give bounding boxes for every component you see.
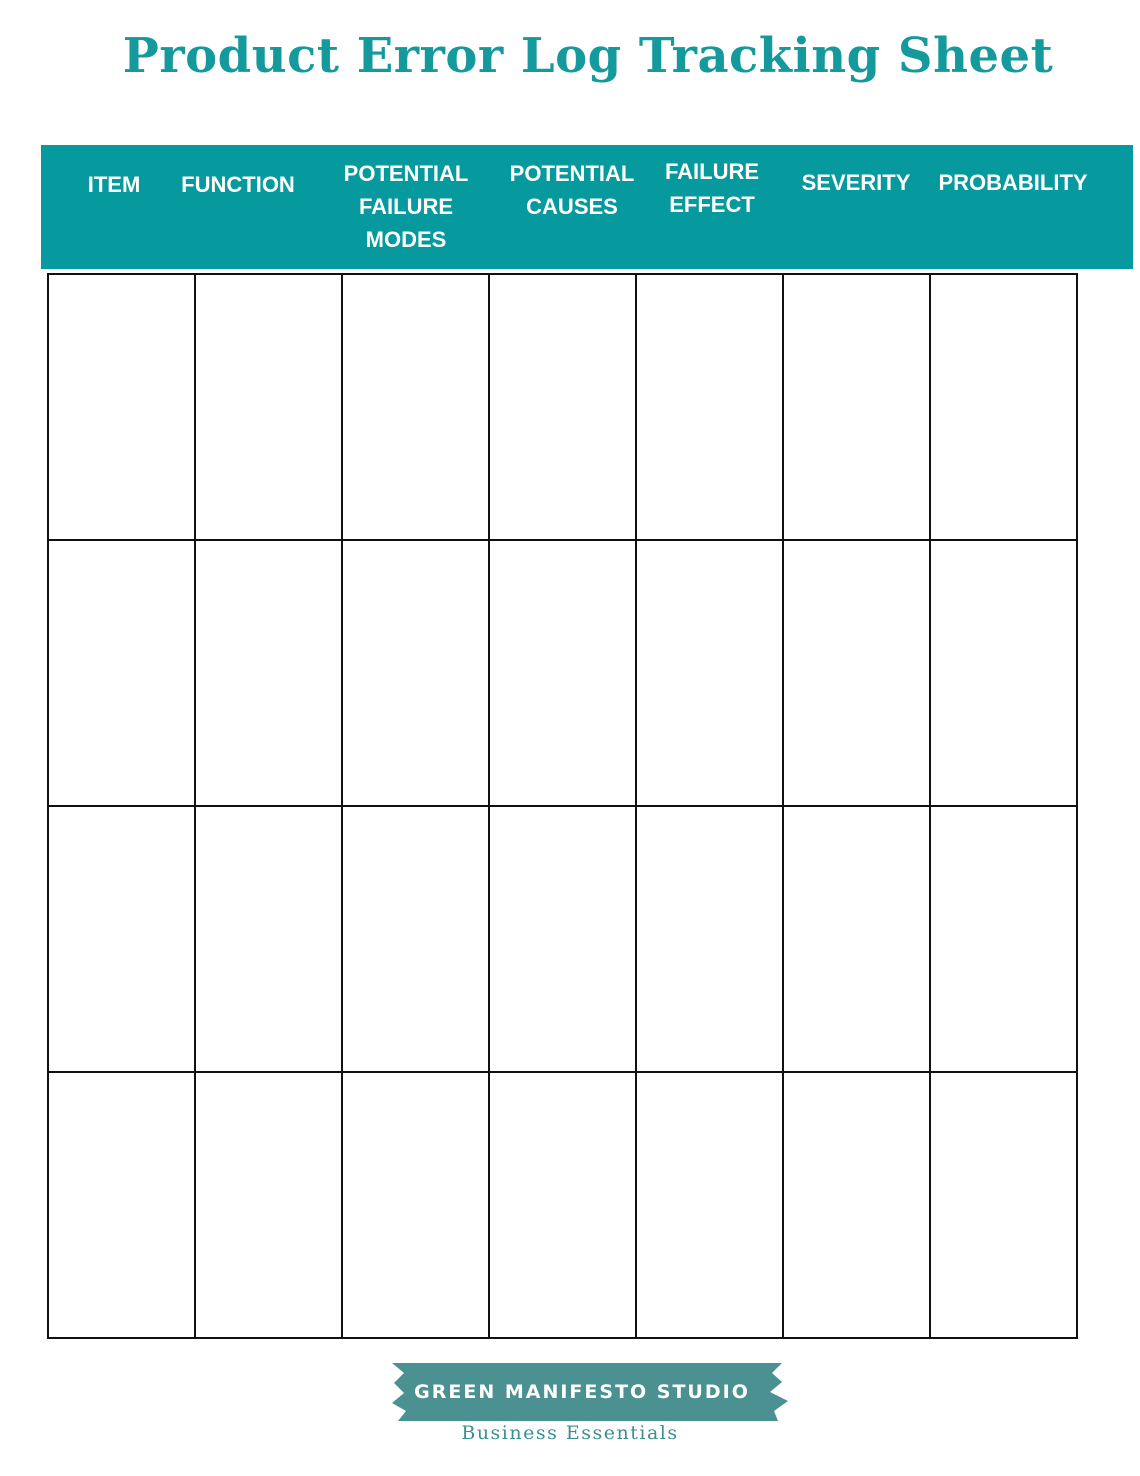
table-cell[interactable]: [489, 1072, 636, 1338]
table-cell[interactable]: [930, 806, 1077, 1072]
table-cell[interactable]: [636, 1072, 783, 1338]
studio-tagline: Business Essentials: [461, 1422, 679, 1444]
table-cell[interactable]: [48, 806, 195, 1072]
header-severity: SEVERITY: [801, 170, 911, 195]
table-cell[interactable]: [489, 274, 636, 540]
table-cell[interactable]: [636, 274, 783, 540]
table-cell[interactable]: [489, 806, 636, 1072]
table-cell[interactable]: [783, 274, 930, 540]
table-cell[interactable]: [195, 1072, 342, 1338]
header-function: FUNCTION: [181, 172, 295, 197]
table-cell[interactable]: [783, 806, 930, 1072]
table-cell[interactable]: [195, 806, 342, 1072]
table-cell[interactable]: [930, 540, 1077, 806]
header-failure-effect: FAILURE EFFECT: [664, 159, 760, 217]
header-potential-failure-modes: POTENTIAL FAILURE MODES: [343, 161, 469, 252]
table-cell[interactable]: [930, 274, 1077, 540]
page-title: Product Error Log Tracking Sheet: [122, 28, 1054, 84]
table-cell[interactable]: [342, 1072, 489, 1338]
header-item: ITEM: [87, 172, 141, 197]
table-row: [48, 540, 1077, 806]
table-cell[interactable]: [342, 540, 489, 806]
error-log-table: [47, 273, 1078, 1339]
table-row: [48, 1072, 1077, 1338]
table-cell[interactable]: [342, 274, 489, 540]
studio-banner: [392, 1363, 788, 1421]
table-cell[interactable]: [489, 540, 636, 806]
table-cell[interactable]: [342, 806, 489, 1072]
table-cell[interactable]: [195, 274, 342, 540]
table-cell[interactable]: [636, 806, 783, 1072]
table-cell[interactable]: [930, 1072, 1077, 1338]
table-row: [48, 806, 1077, 1072]
table-cell[interactable]: [636, 540, 783, 806]
studio-name: GREEN MANIFESTO STUDIO: [414, 1381, 750, 1403]
header-potential-causes: POTENTIAL CAUSES: [509, 161, 635, 219]
table-cell[interactable]: [783, 1072, 930, 1338]
table-cell[interactable]: [48, 1072, 195, 1338]
table-cell[interactable]: [195, 540, 342, 806]
table-cell[interactable]: [48, 274, 195, 540]
header-probability: PROBABILITY: [938, 170, 1088, 195]
table-cell[interactable]: [48, 540, 195, 806]
table-row: [48, 274, 1077, 540]
table-cell[interactable]: [783, 540, 930, 806]
